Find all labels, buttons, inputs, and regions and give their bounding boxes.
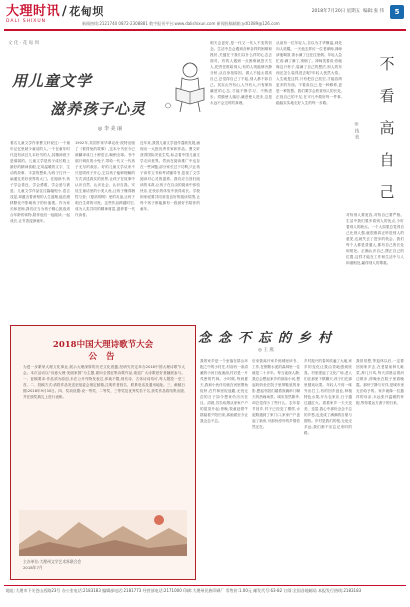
article1-column-1: 著名儿童文学作家曹文轩说过:一个童年记忆里缺少童话的人,一个在童年时代没有读过几本好书的人,其精神底子是薄弱的。儿童文学是孩子成长路上最好的精神食粮,它用温暖的文字、生动的故事、丰富的想象,为孩子打开一扇通往美好世界的大门。在阅读中,孩子学会善良、学会勇敢、学会爱与被爱。儿童文学作品往往篇幅短小,语言浅显,却蕴含着深刻的人生道理,能在潜移默化中影响孩子的价值观。作为家长和老师,我们应当为孩子精心挑选适合年龄的读物,陪伴他们一起阅读,一起成长,让书香浸润童年。	[10, 141, 70, 223]
article1-headline-line1: 用儿童文学	[12, 72, 93, 90]
masthead-divider	[4, 29, 406, 31]
article2-title-char-4: 自	[379, 151, 395, 169]
article1-column-2: 1902年,英国作家毕翠克丝·波特出版了《彼得兔的故事》,这本小书至今已被翻译成几十种语言,畅销全球。书中那只调皮的小兔子,带给一代又一代孩子无尽的欢乐。好的儿童文学从来不只是哄孩子开心,它以孩子能够理解的方式讲述真实的世界,让孩子在故事中认识自然、认识社会、认识自我。安徒生童话里的小美人鱼,让孩子懂得牺牲与爱;《夏洛的网》里的友谊,让孩子明白生命的可贵。这些作品跨越时空,成为人类共同的精神财富,滋养着一代代读者。	[75, 141, 135, 217]
notice-subtitle: 公 告	[88, 352, 118, 362]
landscape-illustration	[19, 510, 187, 556]
poetry-festival-notice	[10, 325, 196, 580]
article3-headline: 念念不忘的乡村	[198, 331, 339, 346]
article2-title-char-5: 己	[379, 183, 395, 201]
article3-byline: ◎ 王 燕	[258, 348, 274, 353]
brand-logo	[6, 4, 104, 20]
brand-separator: /	[62, 4, 68, 19]
article2-title-char-2: 看	[379, 87, 395, 105]
article2-column-2: 从前有一位年轻人,自以为才华横溢,到处向人炫耀。一天他去拜访一位老禅师,禅师请他喝茶,茶水满了还在往里倒。年轻人急忙说:满了满了,别倒了。禅师笑着说:你就像这只杯子,装满了自己的想法,别人的东西还怎么装得进去呢?年轻人恍然大悟。人生就是这样,只有把自己放空,才能容纳更多的东西。不看高自己,是一种修养,更是一种智慧。我们要学会欣赏别人的长处,正视自己的不足,在平凡中做好每一件事,踏踏实实地走好人生的每一步路。	[276, 41, 342, 105]
article2-vertical-title	[372, 48, 402, 208]
page-editor: 编辑:张 伟	[363, 9, 384, 14]
child-reading-illustration	[160, 56, 212, 114]
article3-column-2: 后来我离开家乡到城里读书、工作,在钢筋水泥的森林里一住就是二十多年。每当夜深人静,我总会想起家乡的那条小河,想起奶奶坐在院子里纳鞋底的身影,想起邻居们端着饭碗串门聊天的热闹场景。城市虽然繁华,却总觉得少了些什么。去年春节回乡,村子已经变了模样,水泥路通到了家门口,家家户户盖起了新房,可那份淳朴的乡情依然还在。	[252, 359, 300, 429]
issue-info	[312, 8, 384, 14]
notice-organizer: 主办单位:大理州文学艺术界联合会	[23, 559, 82, 564]
notice-date: 2018年7月	[23, 565, 43, 570]
article1-headline-line2: 滋养孩子心灵	[50, 100, 147, 118]
breadcrumb: 文 化 · 花 甸 坝	[8, 41, 40, 46]
article3-column-1: 我的家乡是一个坐落在群山环抱之中的小村庄,村前有一条清澈的小河日夜流淌,村后是一片茂密的竹林。小时候,每到夏天,我和小伙伴们就在河里摸鱼捉虾,在竹林里捉迷藏,无忧无虑的日子如今想来仍历历在目。清晨,袅袅炊烟从家家户户的屋顶升起;傍晚,牧童赶着牛群踏着夕阳归来,那画面至今让我念念不忘。	[200, 359, 248, 423]
section-name: 花甸坝	[69, 5, 104, 18]
page-number-badge: 5	[390, 5, 404, 19]
article1-byline: ◎ 李 美 丽	[98, 126, 123, 132]
footer-divider	[4, 585, 406, 586]
article3-column-4: 我常常想,等退休以后,一定要回到家乡去,在老屋前种几畦菜,养几只鸡,每天清晨沿着河边散步,傍晚坐在院子里看晚霞。那份宁静与安详,是城市里无法给予的。家乡就像一位慈祥的母亲,永远张开温暖的怀抱,等待着远方游子的归来。	[356, 359, 404, 405]
article2-column-1: 明天会更好,是一代又一代人不变的信念。生活中总会遇到各种各样的困难和挫折,关键在于我们以什么样的心态去面对。有的人遇到一点困难就怨天尤人,把责任推给别人;有的人则能够冷静分析,从自身找原因。做人不能太看高自己,总觉得自己了不起,别人都不如自己。其实山外有山,人外有人,只有保持谦虚的心态,才能不断学习、不断进步。骄傲使人落后,谦虚使人进步,这是永远不会过时的真理。	[210, 41, 272, 105]
brand-name: 大理时讯	[6, 4, 61, 19]
notice-footer	[23, 559, 185, 571]
article2-title-char-1: 不	[379, 55, 395, 73]
footer-info: 地址:大理市下关苍山西路23号 办公室电话:2183183 编辑部电话:2181773 经营部电话:2171000 印刷:大理州民族印刷厂 零售价:1.00元 邮发代号:63-82 订阅:全国各地邮局 本报发行热线:2183183	[6, 588, 362, 593]
article3-column-3: 乡村振兴的春风吹遍了大地,家乡的变化让我由衷地感到欣喜。村里建起了文化广场,老人们在那里下棋聊天,孩子们在那里嬉戏玩耍。年轻人不再一味外出打工,有的回乡创业,种植特色水果,开办农家乐,日子越过越红火。看着家乡一天天变美、变富,我心中那份念念不忘的乡愁,也变成了满满的自豪与期待。乡村是我们的根,无论走多远,我们都不应忘记来时的路。	[304, 359, 352, 435]
masthead	[4, 4, 406, 28]
article2-byline: ◎ 钱 美	[354, 122, 359, 139]
article2-title-char-3: 高	[379, 119, 395, 137]
notice-body: 为进一步繁荣大理文化事业,展示大理深厚的历史文化底蕴,经研究决定举办2018中国大理诗歌节大会。本次活动以“诗意大理·美丽家园”为主题,面向全国征集诗歌作品,欢迎广大诗歌爱好者踊跃参与。一、征稿要求:作品须为原创,未在公开刊物发表过,体裁不限,现代诗、古体诗词均可,每人限投一至三首。二、投稿方式:请将作品发送至组委会指定邮箱,注明作者姓名、联系电话及通讯地址。三、截稿日期:2018年9月30日。四、奖项设置:设一等奖、二等奖、三等奖及优秀奖若干名,获奖作品将结集出版,并在颁奖典礼上进行表彰。	[23, 365, 185, 399]
article2-column-3: 对待别人要宽容,对待自己要严格。生活中我们要多看别人的优点,少盯着别人的缺点。一个人如果总觉得自己比别人强,就很难真正听进别人的意见,也就失去了进步的机会。我们每个人都是普通人,都有自己的长处和短处。正确认识自己,摆正自己的位置,这样才能在工作和生活中与人和谐相处,赢得别人的尊重。	[346, 213, 404, 265]
issue-date: 2018年7月20日 星期五	[311, 9, 361, 14]
brand-subtitle: DALI SHIXUN	[6, 19, 47, 24]
notice-title: 2018中国大理诗歌节大会	[52, 340, 154, 350]
contact-info: 新闻热线:2121740 0872-2308881 数字报刊平台:www.dalishixun.com 新闻投稿邮箱:ydl1089@126.com	[82, 21, 280, 26]
article1-column-3: 近年来,我国儿童文学创作蓬勃发展,涌现出一大批优秀作家和作品。曹文轩获得国际安徒生奖,标志着中国儿童文学走向世界。然而在阅读推广中也存在一些问题,部分家长过于功利,只让孩子读作文书和考试辅导书,忽视了文学阅读对心灵的滋养。我们应当回归阅读的本真,让孩子在自由的阅读中体验快乐,在快乐的体验中获得成长。学校和家庭要共同营造良好的阅读氛围,让每个孩子都能拥有一段被好书陪伴的童年。	[140, 141, 200, 211]
